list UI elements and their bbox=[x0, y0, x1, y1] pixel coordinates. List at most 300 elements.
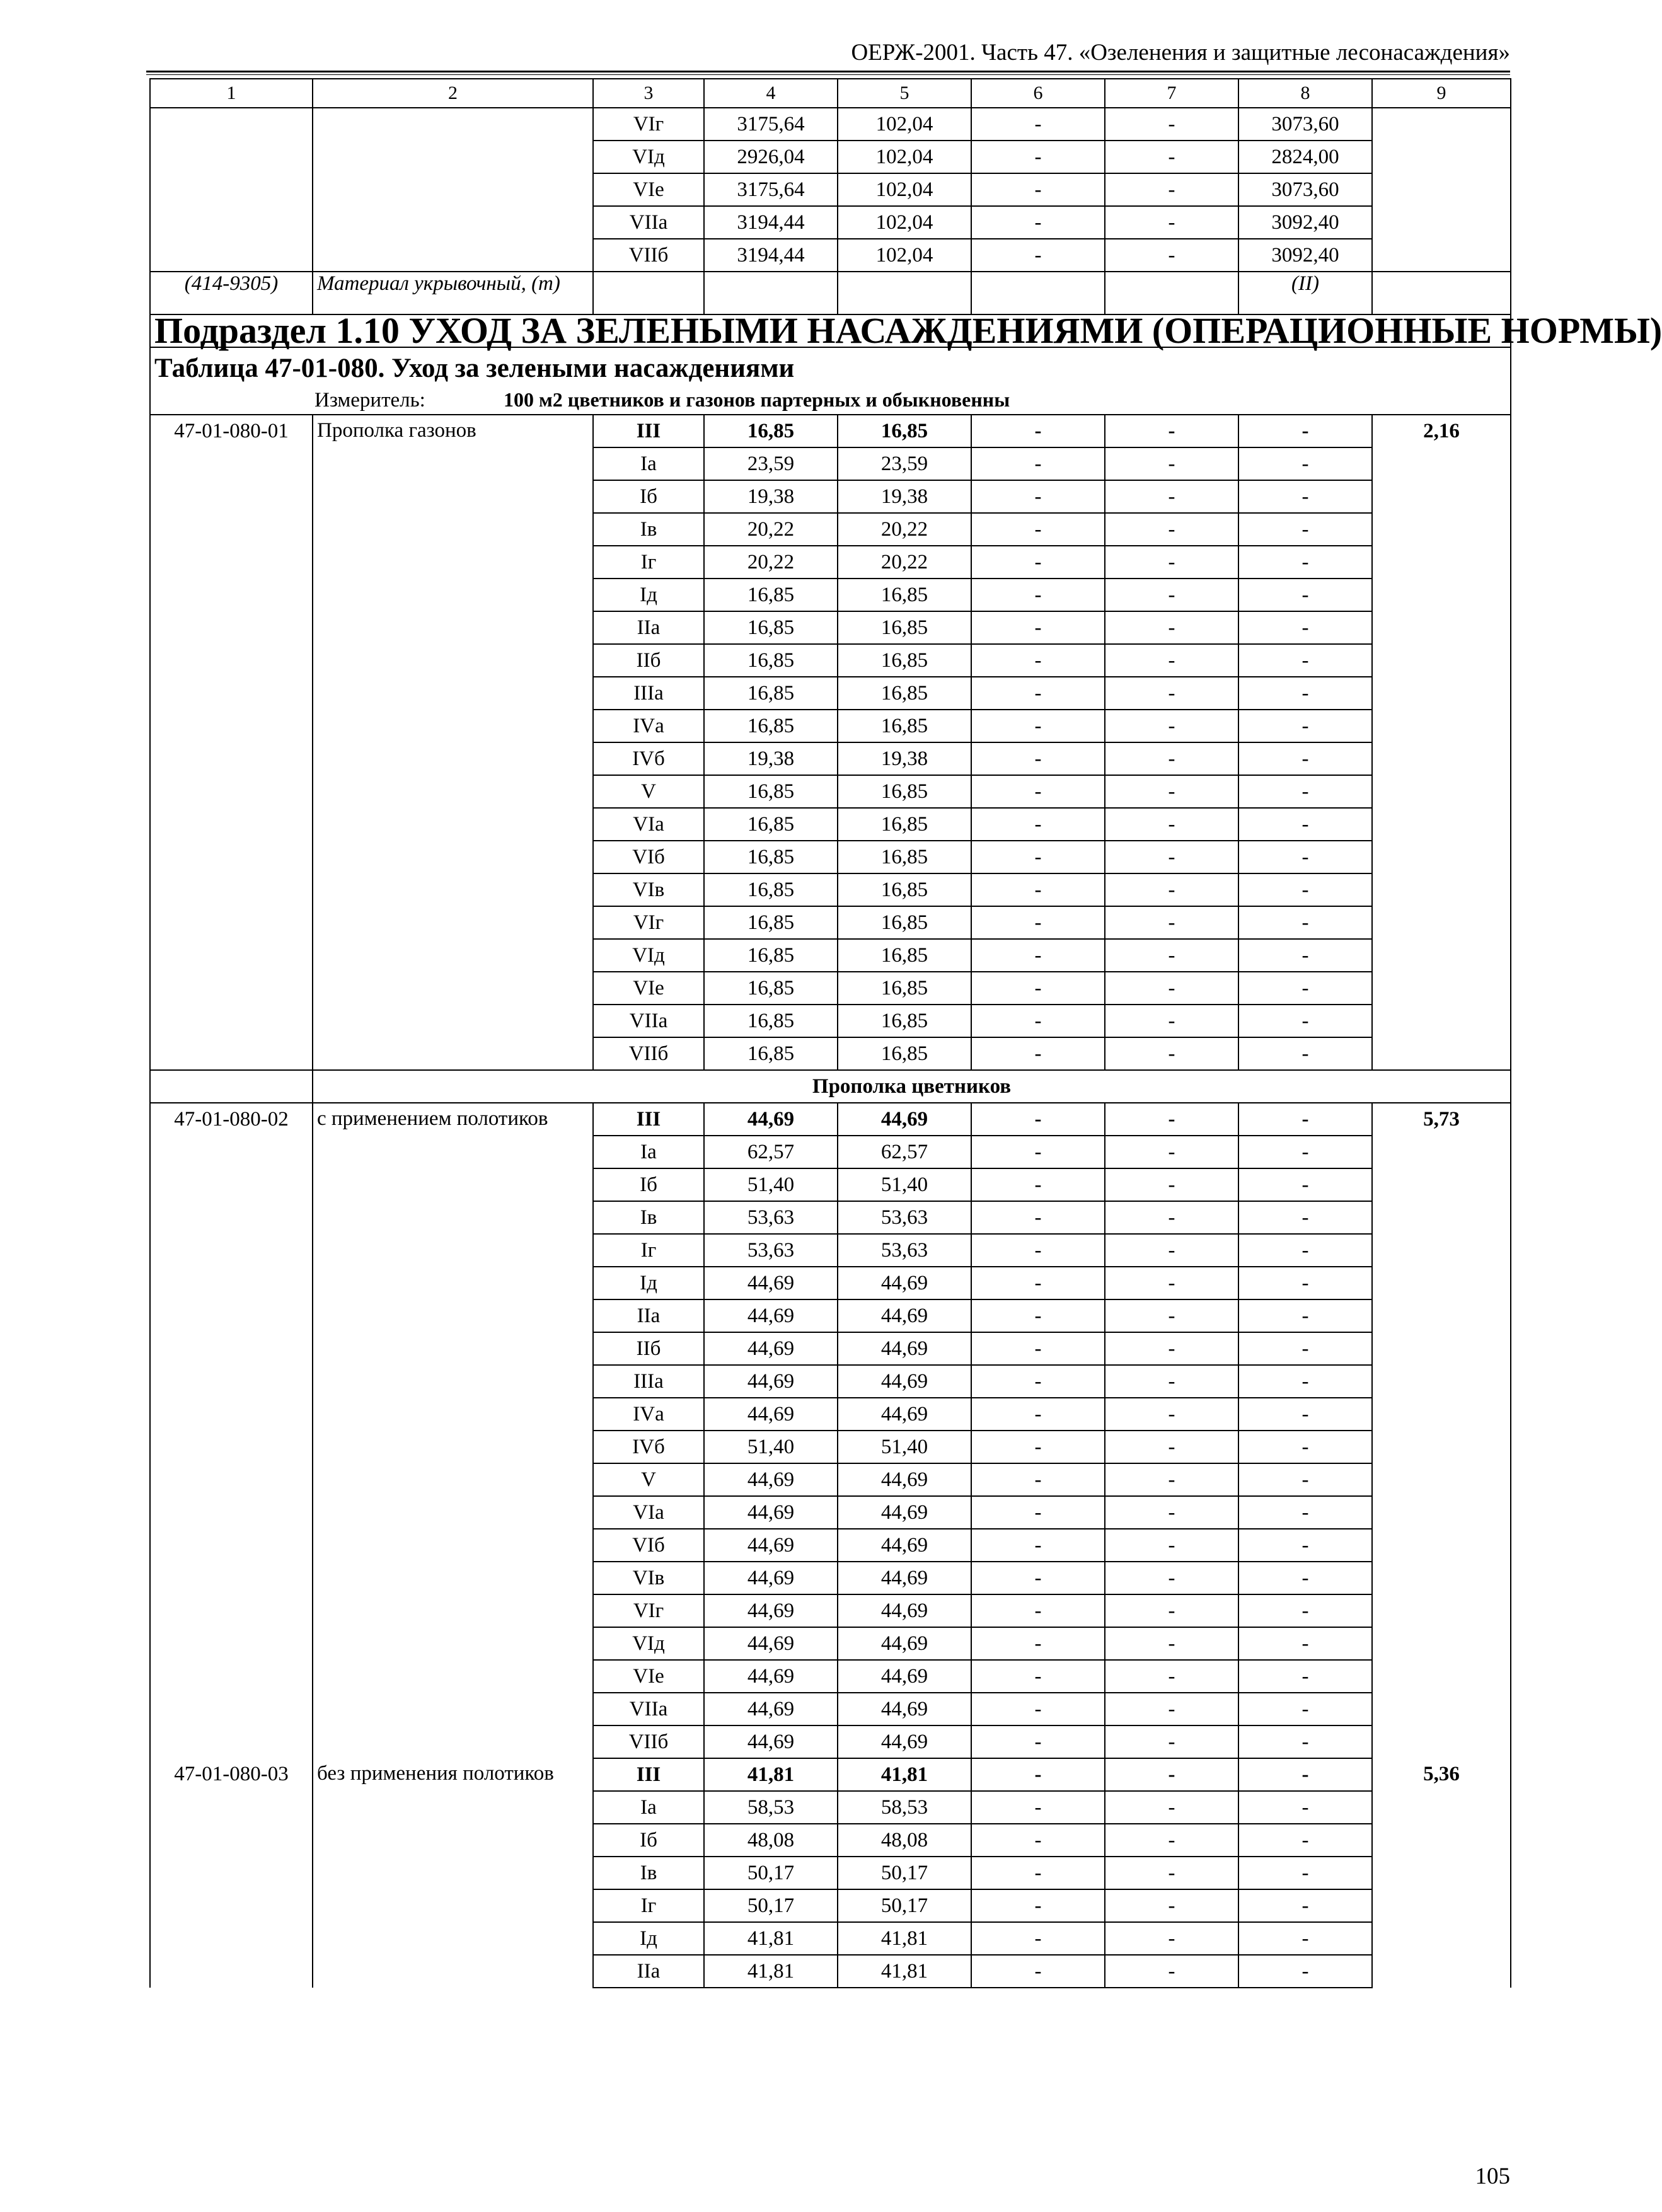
region-cell: VIв bbox=[593, 873, 704, 906]
material-cell: - bbox=[1238, 1594, 1372, 1627]
measure-value: 100 м2 цветников и газонов партерных и обыкновенны bbox=[504, 388, 1010, 411]
machinist-wage-cell: - bbox=[1105, 1889, 1238, 1922]
region-cell: Iг bbox=[593, 546, 704, 579]
column-number: 4 bbox=[704, 79, 838, 108]
machine-cell: - bbox=[971, 1332, 1105, 1365]
empty-cell bbox=[1372, 272, 1511, 314]
material-cell: - bbox=[1238, 1791, 1372, 1824]
material-row bbox=[150, 272, 1511, 314]
resource-cell bbox=[1372, 108, 1511, 272]
wage-cell: 41,81 bbox=[838, 1922, 971, 1955]
region-cell: VIIб bbox=[593, 1725, 704, 1758]
total-cost-cell: 44,69 bbox=[704, 1365, 838, 1398]
table-title-block bbox=[150, 347, 1511, 415]
machinist-wage-cell: - bbox=[1105, 1103, 1238, 1136]
wage-cell: 44,69 bbox=[838, 1594, 971, 1627]
machine-cell: - bbox=[971, 677, 1105, 710]
total-cost-cell: 16,85 bbox=[704, 939, 838, 972]
machinist-wage-cell: - bbox=[1105, 808, 1238, 841]
wage-cell: 102,04 bbox=[838, 206, 971, 239]
machinist-wage-cell: - bbox=[1105, 1660, 1238, 1693]
total-cost-cell: 44,69 bbox=[704, 1529, 838, 1562]
machine-cell: - bbox=[971, 906, 1105, 939]
machine-cell: - bbox=[971, 141, 1105, 173]
region-cell: VIе bbox=[593, 1660, 704, 1693]
labor-resource: 2,16 bbox=[1372, 415, 1511, 1070]
region-cell: IVа bbox=[593, 1398, 704, 1431]
wage-cell: 16,85 bbox=[838, 677, 971, 710]
wage-cell: 16,85 bbox=[838, 808, 971, 841]
machinist-wage-cell: - bbox=[1105, 611, 1238, 644]
material-cell: - bbox=[1238, 1037, 1372, 1070]
total-cost-cell: 20,22 bbox=[704, 546, 838, 579]
material-cell: 2824,00 bbox=[1238, 141, 1372, 173]
material-cell: - bbox=[1238, 873, 1372, 906]
total-cost-cell: 48,08 bbox=[704, 1824, 838, 1857]
machine-cell: - bbox=[971, 1234, 1105, 1267]
material-value: (II) bbox=[1238, 272, 1372, 314]
region-cell: Iа bbox=[593, 447, 704, 480]
wage-cell: 41,81 bbox=[838, 1758, 971, 1791]
machine-cell: - bbox=[971, 1201, 1105, 1234]
material-code: (414-9305) bbox=[150, 272, 313, 314]
machinist-wage-cell: - bbox=[1105, 239, 1238, 272]
labor-resource: 5,73 bbox=[1372, 1103, 1511, 1758]
region-cell: IVа bbox=[593, 710, 704, 742]
machine-cell: - bbox=[971, 1365, 1105, 1398]
empty-cell bbox=[838, 272, 971, 314]
machinist-wage-cell: - bbox=[1105, 1168, 1238, 1201]
wage-cell: 44,69 bbox=[838, 1562, 971, 1594]
machinist-wage-cell: - bbox=[1105, 1791, 1238, 1824]
machinist-wage-cell: - bbox=[1105, 1332, 1238, 1365]
total-cost-cell: 53,63 bbox=[704, 1234, 838, 1267]
machinist-wage-cell: - bbox=[1105, 480, 1238, 513]
total-cost-cell: 44,69 bbox=[704, 1398, 838, 1431]
total-cost-cell: 16,85 bbox=[704, 1005, 838, 1037]
total-cost-cell: 16,85 bbox=[704, 972, 838, 1005]
wage-cell: 20,22 bbox=[838, 546, 971, 579]
total-cost-cell: 41,81 bbox=[704, 1758, 838, 1791]
machine-cell: - bbox=[971, 1758, 1105, 1791]
wage-cell: 51,40 bbox=[838, 1168, 971, 1201]
machine-cell: - bbox=[971, 1562, 1105, 1594]
total-cost-cell: 44,69 bbox=[704, 1660, 838, 1693]
machine-cell: - bbox=[971, 1824, 1105, 1857]
machinist-wage-cell: - bbox=[1105, 1431, 1238, 1463]
wage-cell: 16,85 bbox=[838, 1037, 971, 1070]
region-cell: III bbox=[593, 1758, 704, 1791]
region-cell: III bbox=[593, 415, 704, 447]
wage-cell: 102,04 bbox=[838, 108, 971, 141]
region-cell: VIа bbox=[593, 808, 704, 841]
region-cell: Iг bbox=[593, 1234, 704, 1267]
machinist-wage-cell: - bbox=[1105, 677, 1238, 710]
total-cost-cell: 44,69 bbox=[704, 1594, 838, 1627]
region-cell: VIе bbox=[593, 972, 704, 1005]
total-cost-cell: 16,85 bbox=[704, 906, 838, 939]
machine-cell: - bbox=[971, 1594, 1105, 1627]
machine-cell: - bbox=[971, 1955, 1105, 1988]
machinist-wage-cell: - bbox=[1105, 1857, 1238, 1889]
material-cell: - bbox=[1238, 1463, 1372, 1496]
measure-line bbox=[154, 387, 1506, 413]
table-row bbox=[150, 1758, 1511, 1791]
region-cell: VIд bbox=[593, 939, 704, 972]
table-row bbox=[150, 415, 1511, 447]
machine-cell: - bbox=[971, 1922, 1105, 1955]
material-cell: - bbox=[1238, 415, 1372, 447]
machinist-wage-cell: - bbox=[1105, 546, 1238, 579]
machine-cell: - bbox=[971, 513, 1105, 546]
material-cell: 3073,60 bbox=[1238, 108, 1372, 141]
total-cost-cell: 44,69 bbox=[704, 1299, 838, 1332]
machine-cell: - bbox=[971, 1005, 1105, 1037]
wage-cell: 44,69 bbox=[838, 1267, 971, 1299]
material-cell: - bbox=[1238, 710, 1372, 742]
region-cell: VIIб bbox=[593, 239, 704, 272]
empty-cell bbox=[150, 1070, 313, 1103]
material-cell: - bbox=[1238, 841, 1372, 873]
total-cost-cell: 51,40 bbox=[704, 1431, 838, 1463]
machine-cell: - bbox=[971, 1627, 1105, 1660]
material-cell: - bbox=[1238, 480, 1372, 513]
empty-cell bbox=[704, 272, 838, 314]
region-cell: Iг bbox=[593, 1889, 704, 1922]
total-cost-cell: 16,85 bbox=[704, 579, 838, 611]
material-cell: - bbox=[1238, 1496, 1372, 1529]
region-cell: III bbox=[593, 1103, 704, 1136]
region-cell: VIа bbox=[593, 1496, 704, 1529]
machinist-wage-cell: - bbox=[1105, 1398, 1238, 1431]
machine-cell: - bbox=[971, 742, 1105, 775]
machinist-wage-cell: - bbox=[1105, 1922, 1238, 1955]
machinist-wage-cell: - bbox=[1105, 742, 1238, 775]
total-cost-cell: 44,69 bbox=[704, 1496, 838, 1529]
material-cell: - bbox=[1238, 1562, 1372, 1594]
machinist-wage-cell: - bbox=[1105, 579, 1238, 611]
wage-cell: 16,85 bbox=[838, 972, 971, 1005]
machine-cell: - bbox=[971, 775, 1105, 808]
material-cell: - bbox=[1238, 1693, 1372, 1725]
machine-cell: - bbox=[971, 873, 1105, 906]
material-cell: - bbox=[1238, 1431, 1372, 1463]
wage-cell: 50,17 bbox=[838, 1857, 971, 1889]
total-cost-cell: 16,85 bbox=[704, 710, 838, 742]
wage-cell: 44,69 bbox=[838, 1529, 971, 1562]
wage-cell: 44,69 bbox=[838, 1365, 971, 1398]
table-row bbox=[150, 1103, 1511, 1136]
region-cell: IIб bbox=[593, 1332, 704, 1365]
total-cost-cell: 23,59 bbox=[704, 447, 838, 480]
wage-cell: 16,85 bbox=[838, 579, 971, 611]
machinist-wage-cell: - bbox=[1105, 1136, 1238, 1168]
region-cell: VIIа bbox=[593, 206, 704, 239]
total-cost-cell: 16,85 bbox=[704, 1037, 838, 1070]
machinist-wage-cell: - bbox=[1105, 1824, 1238, 1857]
wage-cell: 58,53 bbox=[838, 1791, 971, 1824]
machine-cell: - bbox=[971, 939, 1105, 972]
total-cost-cell: 44,69 bbox=[704, 1562, 838, 1594]
machine-cell: - bbox=[971, 710, 1105, 742]
machine-cell: - bbox=[971, 644, 1105, 677]
material-cell: - bbox=[1238, 611, 1372, 644]
machine-cell: - bbox=[971, 1693, 1105, 1725]
region-cell: Iв bbox=[593, 1857, 704, 1889]
header-rule bbox=[146, 74, 1510, 75]
header-rule bbox=[146, 71, 1510, 72]
machine-cell: - bbox=[971, 579, 1105, 611]
machinist-wage-cell: - bbox=[1105, 775, 1238, 808]
region-cell: Iа bbox=[593, 1791, 704, 1824]
table-row bbox=[150, 108, 1511, 141]
material-cell: - bbox=[1238, 513, 1372, 546]
total-cost-cell: 51,40 bbox=[704, 1168, 838, 1201]
total-cost-cell: 44,69 bbox=[704, 1627, 838, 1660]
total-cost-cell: 2926,04 bbox=[704, 141, 838, 173]
total-cost-cell: 44,69 bbox=[704, 1725, 838, 1758]
material-cell: - bbox=[1238, 939, 1372, 972]
material-cell: - bbox=[1238, 1005, 1372, 1037]
machine-cell: - bbox=[971, 173, 1105, 206]
machinist-wage-cell: - bbox=[1105, 415, 1238, 447]
material-cell: - bbox=[1238, 677, 1372, 710]
machinist-wage-cell: - bbox=[1105, 108, 1238, 141]
total-cost-cell: 44,69 bbox=[704, 1103, 838, 1136]
machinist-wage-cell: - bbox=[1105, 1234, 1238, 1267]
machinist-wage-cell: - bbox=[1105, 972, 1238, 1005]
material-cell: - bbox=[1238, 1299, 1372, 1332]
wage-cell: 16,85 bbox=[838, 841, 971, 873]
column-number-row bbox=[150, 79, 1511, 108]
machinist-wage-cell: - bbox=[1105, 710, 1238, 742]
total-cost-cell: 19,38 bbox=[704, 480, 838, 513]
material-cell: - bbox=[1238, 1234, 1372, 1267]
total-cost-cell: 16,85 bbox=[704, 677, 838, 710]
region-cell: Iв bbox=[593, 1201, 704, 1234]
total-cost-cell: 3175,64 bbox=[704, 108, 838, 141]
total-cost-cell: 41,81 bbox=[704, 1955, 838, 1988]
machine-cell: - bbox=[971, 1299, 1105, 1332]
wage-cell: 44,69 bbox=[838, 1463, 971, 1496]
machinist-wage-cell: - bbox=[1105, 873, 1238, 906]
material-cell: - bbox=[1238, 1136, 1372, 1168]
group-title: Прополка цветников bbox=[313, 1070, 1511, 1103]
description-cell bbox=[313, 108, 593, 272]
wage-cell: 16,85 bbox=[838, 415, 971, 447]
machinist-wage-cell: - bbox=[1105, 1463, 1238, 1496]
column-number: 8 bbox=[1238, 79, 1372, 108]
machine-cell: - bbox=[971, 1398, 1105, 1431]
empty-cell bbox=[593, 272, 704, 314]
machine-cell: - bbox=[971, 1463, 1105, 1496]
region-cell: Iв bbox=[593, 513, 704, 546]
total-cost-cell: 3194,44 bbox=[704, 206, 838, 239]
total-cost-cell: 58,53 bbox=[704, 1791, 838, 1824]
machine-cell: - bbox=[971, 1168, 1105, 1201]
total-cost-cell: 16,85 bbox=[704, 775, 838, 808]
material-cell: - bbox=[1238, 972, 1372, 1005]
material-cell: - bbox=[1238, 808, 1372, 841]
wage-cell: 44,69 bbox=[838, 1299, 971, 1332]
material-cell: - bbox=[1238, 1267, 1372, 1299]
region-cell: IIа bbox=[593, 1955, 704, 1988]
region-cell: IIа bbox=[593, 611, 704, 644]
labor-resource: 5,36 bbox=[1372, 1758, 1511, 1988]
machine-cell: - bbox=[971, 1431, 1105, 1463]
machine-cell: - bbox=[971, 1103, 1105, 1136]
region-cell: IIIа bbox=[593, 677, 704, 710]
table-title-row bbox=[150, 347, 1511, 415]
region-cell: Iд bbox=[593, 1267, 704, 1299]
empty-cell bbox=[1105, 272, 1238, 314]
material-cell: - bbox=[1238, 546, 1372, 579]
machine-cell: - bbox=[971, 808, 1105, 841]
total-cost-cell: 50,17 bbox=[704, 1889, 838, 1922]
wage-cell: 50,17 bbox=[838, 1889, 971, 1922]
machinist-wage-cell: - bbox=[1105, 173, 1238, 206]
machine-cell: - bbox=[971, 972, 1105, 1005]
wage-cell: 102,04 bbox=[838, 239, 971, 272]
material-cell: - bbox=[1238, 1955, 1372, 1988]
code-cell bbox=[150, 108, 313, 272]
machinist-wage-cell: - bbox=[1105, 906, 1238, 939]
machinist-wage-cell: - bbox=[1105, 1037, 1238, 1070]
region-cell: VIд bbox=[593, 1627, 704, 1660]
total-cost-cell: 16,85 bbox=[704, 611, 838, 644]
region-cell: VIг bbox=[593, 108, 704, 141]
wage-cell: 44,69 bbox=[838, 1627, 971, 1660]
total-cost-cell: 16,85 bbox=[704, 873, 838, 906]
material-cell: - bbox=[1238, 1824, 1372, 1857]
region-cell: VIIб bbox=[593, 1037, 704, 1070]
wage-cell: 16,85 bbox=[838, 906, 971, 939]
machine-cell: - bbox=[971, 546, 1105, 579]
total-cost-cell: 44,69 bbox=[704, 1693, 838, 1725]
column-number: 3 bbox=[593, 79, 704, 108]
machine-cell: - bbox=[971, 480, 1105, 513]
region-cell: VIг bbox=[593, 906, 704, 939]
wage-cell: 44,69 bbox=[838, 1398, 971, 1431]
material-cell: - bbox=[1238, 742, 1372, 775]
wage-cell: 16,85 bbox=[838, 939, 971, 972]
region-cell: IIб bbox=[593, 644, 704, 677]
machinist-wage-cell: - bbox=[1105, 1758, 1238, 1791]
total-cost-cell: 44,69 bbox=[704, 1463, 838, 1496]
total-cost-cell: 16,85 bbox=[704, 808, 838, 841]
region-cell: Iб bbox=[593, 1168, 704, 1201]
wage-cell: 44,69 bbox=[838, 1725, 971, 1758]
group-header-row bbox=[150, 1070, 1511, 1103]
machine-cell: - bbox=[971, 447, 1105, 480]
wage-cell: 102,04 bbox=[838, 141, 971, 173]
machinist-wage-cell: - bbox=[1105, 841, 1238, 873]
subsection-row bbox=[150, 314, 1511, 347]
machine-cell: - bbox=[971, 206, 1105, 239]
page-number: 105 bbox=[1475, 2163, 1510, 2189]
machinist-wage-cell: - bbox=[1105, 513, 1238, 546]
region-cell: IVб bbox=[593, 1431, 704, 1463]
region-cell: IIа bbox=[593, 1299, 704, 1332]
total-cost-cell: 62,57 bbox=[704, 1136, 838, 1168]
material-cell: - bbox=[1238, 644, 1372, 677]
wage-cell: 44,69 bbox=[838, 1660, 971, 1693]
region-cell: VIб bbox=[593, 841, 704, 873]
material-cell: - bbox=[1238, 1332, 1372, 1365]
column-number: 6 bbox=[971, 79, 1105, 108]
material-cell: - bbox=[1238, 1103, 1372, 1136]
total-cost-cell: 44,69 bbox=[704, 1332, 838, 1365]
region-cell: V bbox=[593, 775, 704, 808]
region-cell: Iб bbox=[593, 1824, 704, 1857]
wage-cell: 16,85 bbox=[838, 710, 971, 742]
column-number: 9 bbox=[1372, 79, 1511, 108]
wage-cell: 44,69 bbox=[838, 1693, 971, 1725]
machinist-wage-cell: - bbox=[1105, 1299, 1238, 1332]
total-cost-cell: 16,85 bbox=[704, 415, 838, 447]
machinist-wage-cell: - bbox=[1105, 1201, 1238, 1234]
wage-cell: 16,85 bbox=[838, 644, 971, 677]
material-cell: - bbox=[1238, 1529, 1372, 1562]
empty-cell bbox=[971, 272, 1105, 314]
material-cell: - bbox=[1238, 1660, 1372, 1693]
region-cell: IVб bbox=[593, 742, 704, 775]
region-cell: VIIа bbox=[593, 1693, 704, 1725]
machine-cell: - bbox=[971, 1857, 1105, 1889]
column-number: 1 bbox=[150, 79, 313, 108]
machine-cell: - bbox=[971, 611, 1105, 644]
norm-description: с применением полотиков bbox=[313, 1103, 593, 1758]
material-cell: 3073,60 bbox=[1238, 173, 1372, 206]
machine-cell: - bbox=[971, 1529, 1105, 1562]
machine-cell: - bbox=[971, 1660, 1105, 1693]
region-cell: VIв bbox=[593, 1562, 704, 1594]
column-number: 5 bbox=[838, 79, 971, 108]
region-cell: VIг bbox=[593, 1594, 704, 1627]
material-cell: - bbox=[1238, 1758, 1372, 1791]
machinist-wage-cell: - bbox=[1105, 1529, 1238, 1562]
region-cell: VIIа bbox=[593, 1005, 704, 1037]
region-cell: IIIа bbox=[593, 1365, 704, 1398]
material-cell: - bbox=[1238, 775, 1372, 808]
machine-cell: - bbox=[971, 1496, 1105, 1529]
material-cell: - bbox=[1238, 447, 1372, 480]
wage-cell: 102,04 bbox=[838, 173, 971, 206]
region-cell: VIб bbox=[593, 1529, 704, 1562]
wage-cell: 44,69 bbox=[838, 1332, 971, 1365]
wage-cell: 44,69 bbox=[838, 1103, 971, 1136]
material-cell: 3092,40 bbox=[1238, 206, 1372, 239]
wage-cell: 19,38 bbox=[838, 480, 971, 513]
material-cell: 3092,40 bbox=[1238, 239, 1372, 272]
region-cell: V bbox=[593, 1463, 704, 1496]
total-cost-cell: 3194,44 bbox=[704, 239, 838, 272]
total-cost-cell: 41,81 bbox=[704, 1922, 838, 1955]
table-title: Таблица 47-01-080. Уход за зелеными насаждениями bbox=[154, 354, 795, 383]
material-cell: - bbox=[1238, 906, 1372, 939]
wage-cell: 53,63 bbox=[838, 1234, 971, 1267]
machinist-wage-cell: - bbox=[1105, 1005, 1238, 1037]
machinist-wage-cell: - bbox=[1105, 447, 1238, 480]
material-cell: - bbox=[1238, 1398, 1372, 1431]
norm-description: Прополка газонов bbox=[313, 415, 593, 1070]
machine-cell: - bbox=[971, 1267, 1105, 1299]
total-cost-cell: 20,22 bbox=[704, 513, 838, 546]
total-cost-cell: 50,17 bbox=[704, 1857, 838, 1889]
machine-cell: - bbox=[971, 1791, 1105, 1824]
wage-cell: 16,85 bbox=[838, 611, 971, 644]
norm-code: 47-01-080-01 bbox=[150, 415, 313, 1070]
